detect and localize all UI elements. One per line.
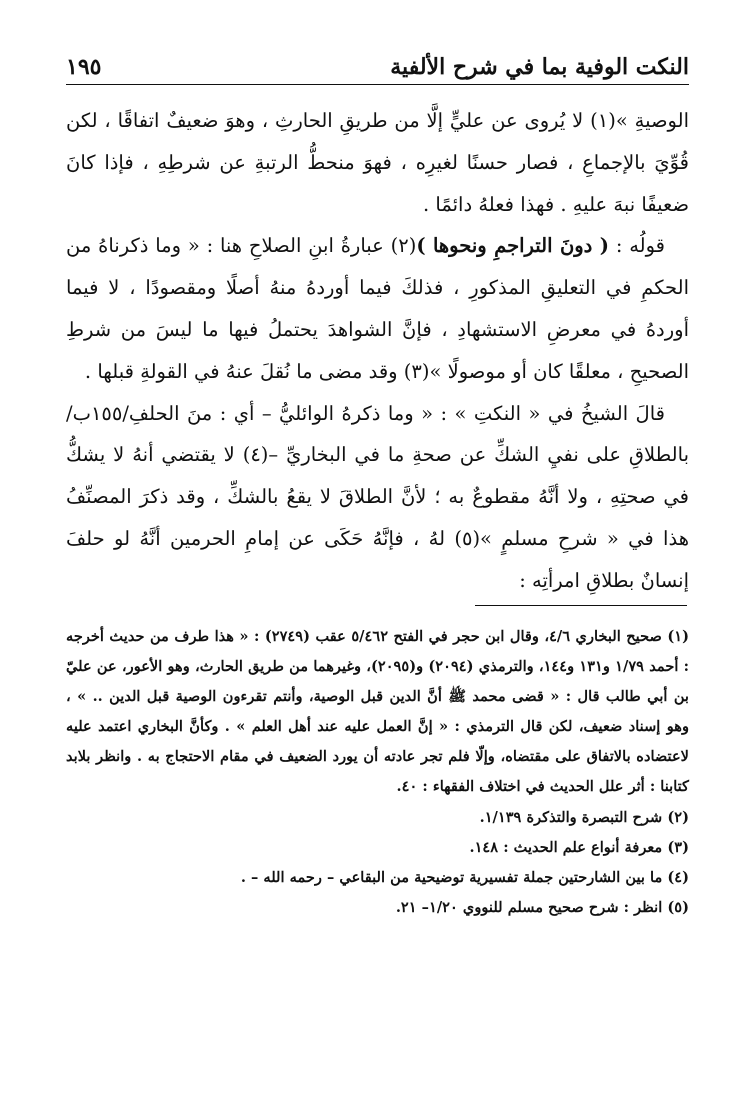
paragraph-1-text: الوصيةِ »(١) لا يُروى عن عليٍّ إلَّا من طريقِ الحارثِ ، وهوَ ضعيفٌ اتفاقًا ، لكن قُوِّيَ بالإجماعِ ، فصار حسنًا لغيرِه ، فهوَ منحطُّ الرتبةِ عن شرطِهِ ، فإذا كانَ ضعيفًا نبهَ عليهِ . فهذا فعلهُ دائمًا .: [66, 109, 689, 216]
paragraph-commentary: [66, 225, 689, 392]
paragraph-2-lead: قولُه :: [609, 234, 666, 258]
footnote-3: (٣) معرفة أنواع علم الحديث : ١٤٨.: [469, 838, 689, 856]
footnote-separator: [475, 605, 687, 606]
main-text: [66, 100, 689, 602]
paragraph-sheikh-quote: [66, 393, 689, 602]
footnote-4: (٤) ما بين الشارحتين جملة تفسيرية توضيحية من البقاعي – رحمه الله – .: [240, 868, 689, 886]
footnote-5: (٥) انظر : شرح صحيح مسلم للنووي ١/٢٠– ٢١.: [395, 898, 689, 916]
page-header: [66, 44, 689, 85]
running-title: النكت الوفية بما في شرح الألفية: [390, 54, 689, 80]
page-number: ١٩٥: [66, 54, 102, 80]
paragraph-2-quoted-lemma: ( دونَ التراجمِ ونحوها ): [416, 234, 610, 258]
paragraph-2-text: (٢) عبارةُ ابنِ الصلاحِ هنا : « وما ذكرناهُ من الحكمِ في التعليقِ المذكورِ ، فذلكَ فيما أوردهُ منهُ أصلًا ومقصودًا ، لا فيما أوردهُ في معرضِ الاستشهادِ ، فإنَّ الشواهدَ يحتملُ فيها ما ليسَ من شرطِ الصحيحِ ، معلقًا كان أو موصولًا »(٣) وقد مضى ما نُقلَ عنهُ في القولةِ قبلها .: [66, 234, 689, 383]
footnotes: [66, 622, 689, 923]
footnote-2: (٢) شرح التبصرة والتذكرة ١/١٣٩.: [479, 808, 689, 826]
paragraph-3-text: قالَ الشيخُ في « النكتِ » : « وما ذكرهُ الوائليُّ – أي : منَ الحلفِ/١٥٥ب/ بالطلاقِ على نفيِ الشكِّ عن صحةِ ما في البخاريِّ –(٤) لا يقتضي أنهُ لا يشكُّ في صحتِهِ ، ولا أنَّهُ مقطوعٌ به ؛ لأنَّ الطلاقَ لا يقعُ بالشكِّ ، وقد ذكرَ المصنِّفُ هذا في « شرحِ مسلمٍ »(٥) لهُ ، فإنَّهُ حَكَى عن إمامِ الحرمين أنَّهُ لو حلفَ إنسانٌ بطلاقِ امرأتِه :: [66, 401, 689, 592]
paragraph-continuation: [66, 100, 689, 225]
footnote-1: (١) صحيح البخاري ٤/٦، وقال ابن حجر في الفتح ٥/٤٦٢ عقب (٢٧٤٩) : « هذا طرف من حديث أخرجه : أحمد ١/٧٩ و١٣١ و١٤٤، والترمذي (٢٠٩٤) و(٢٠٩٥)، وغيرهما من طريق الحارث، وهو الأعور، عن عليّ بن أبي طالب قال : « قضى محمد ﷺ أنَّ الدين قبل الوصية، وأنتم تقرءون الوصية قبل الدين .. » ، وهو إسناد ضعيف، لكن قال الترمذي : « إنَّ العمل عليه عند أهل العلم » . وكأنَّ البخاري اعتمد عليه لاعتضاده بالاتفاق على مقتضاه، وإلّا فلم تجر عادته أن يورد الضعيف في مقام الاحتجاج به . وانظر بلابد كتابنا : أثر علل الحديث في اختلاف الفقهاء : ٤٠.: [66, 628, 689, 796]
